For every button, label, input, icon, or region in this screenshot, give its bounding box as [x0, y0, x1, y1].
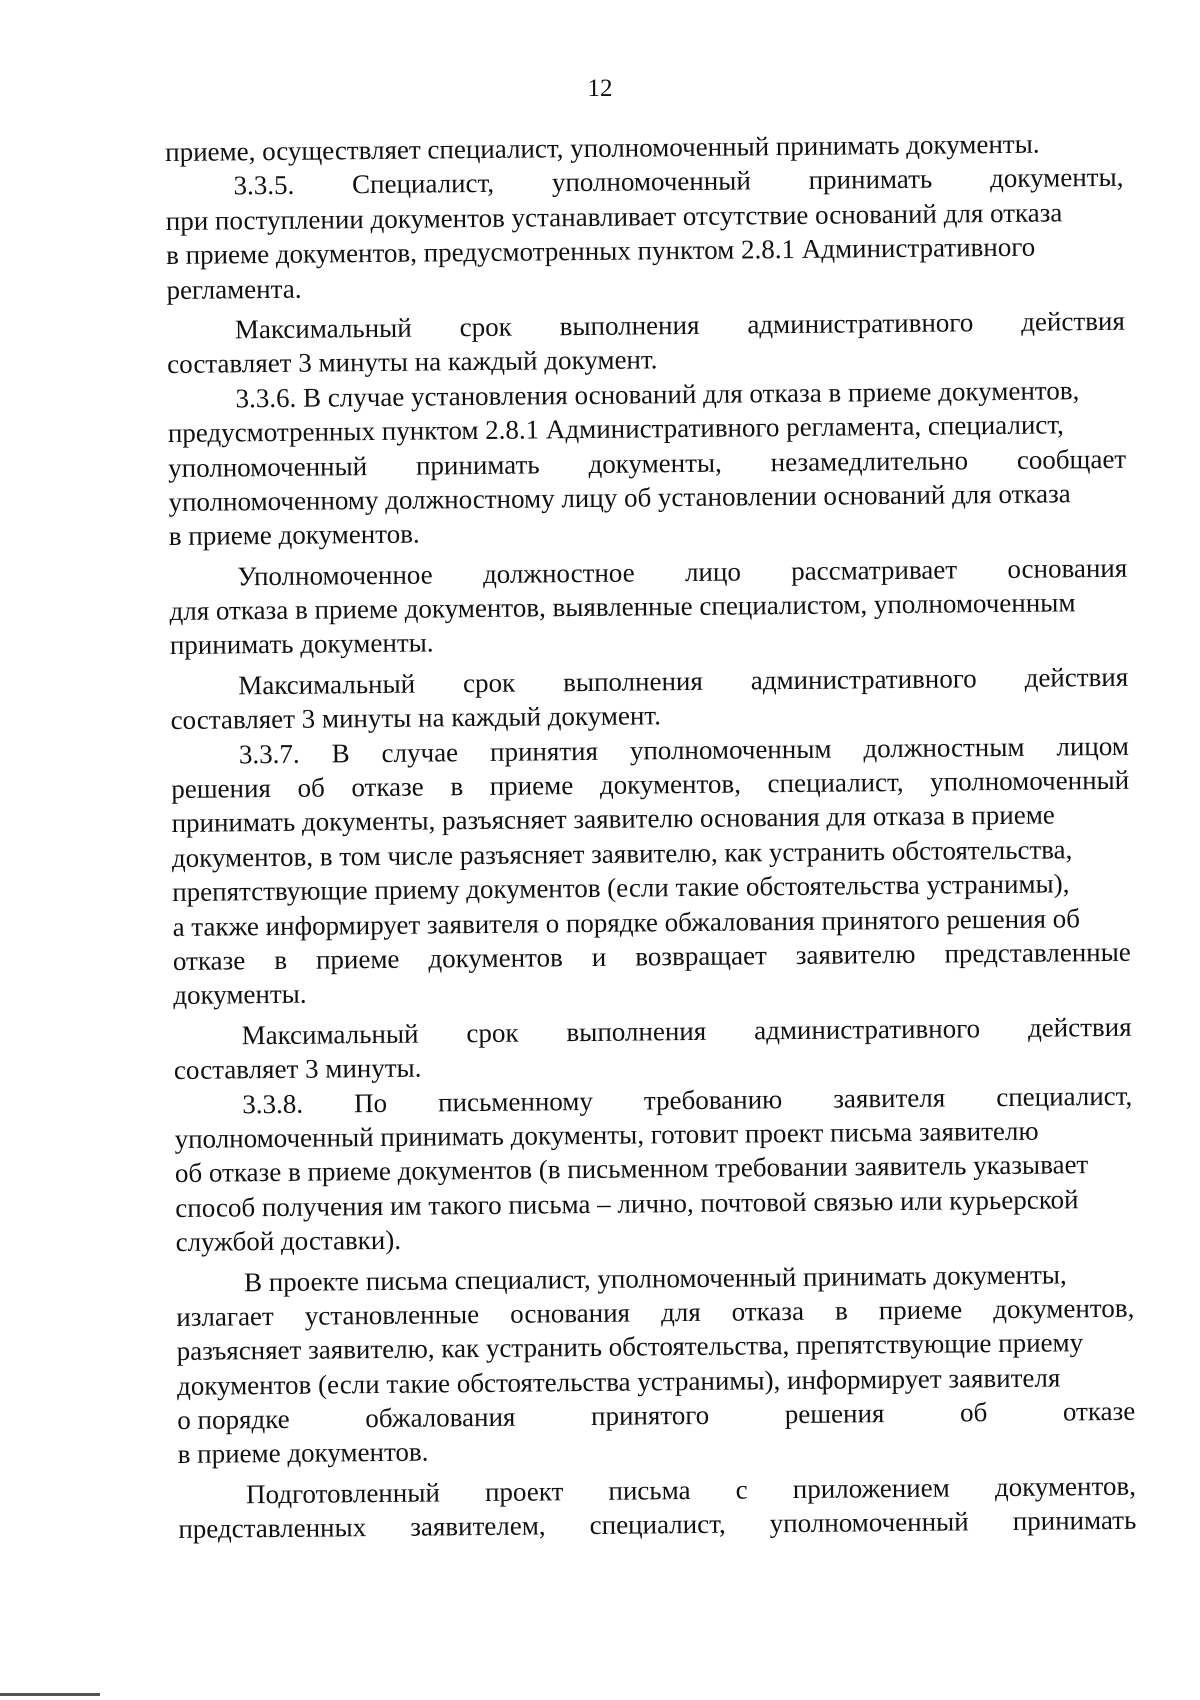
word: требованию	[643, 1083, 783, 1115]
text-line: приеме, осуществляет специалист, уполномоченный принимать документы.	[165, 128, 1040, 167]
word: документов,	[599, 768, 742, 800]
word: уполномоченный	[168, 450, 368, 483]
word: принятого	[590, 1399, 710, 1432]
word: об	[959, 1397, 988, 1428]
word: обжалования	[365, 1401, 516, 1434]
word: административного	[750, 663, 977, 696]
word: должностное	[482, 557, 635, 589]
word: специалист,	[589, 1508, 726, 1541]
text-line: составляет 3 минуты.	[173, 1052, 422, 1086]
word: документы,	[989, 162, 1124, 194]
text-line: составляет 3 минуты на каждый документ.	[170, 700, 662, 736]
word: документов,	[993, 1292, 1135, 1324]
text-line: в приеме документов.	[177, 1436, 429, 1470]
word: уполномоченный	[551, 165, 751, 198]
word: письма	[608, 1474, 691, 1506]
word: в	[834, 1295, 848, 1326]
word: срок	[462, 667, 516, 699]
word: лицо	[684, 556, 741, 587]
text-line: разъясняет заявителю, как устранить обстоятельства, препятствующие приему	[176, 1327, 1084, 1367]
word: административного	[747, 307, 974, 340]
page-number: 12	[587, 75, 613, 102]
word: о порядке	[177, 1403, 290, 1436]
word: основания	[1007, 552, 1128, 584]
word: основания	[510, 1297, 631, 1329]
word: документы,	[588, 447, 722, 479]
word: установленные	[304, 1298, 480, 1331]
word: сообщает	[1016, 443, 1127, 475]
text-line: в приеме документов.	[168, 518, 420, 552]
word: приеме	[315, 943, 400, 975]
word: излагает	[176, 1300, 274, 1332]
word: Максимальный	[238, 668, 416, 701]
word: возвращает	[635, 940, 767, 972]
word: приложением	[792, 1472, 950, 1504]
word: для	[660, 1296, 701, 1328]
word: решения	[171, 773, 271, 805]
word: отказе	[1062, 1395, 1136, 1427]
text-line: препятствующие приему документов (если такие обстоятельства устранимы),	[172, 868, 1070, 908]
word: 3.3.7.	[238, 738, 300, 769]
text-line: а также информирует заявителя о порядке обжалования принятого решения об	[172, 902, 1081, 942]
text-line: составляет 3 минуты на каждый документ.	[167, 344, 658, 380]
text-line: принимать документы, разъясняет заявителю основания для отказа в приеме	[171, 799, 1055, 839]
word: случае	[381, 736, 459, 768]
word: приеме	[878, 1294, 963, 1326]
word: выполнения	[562, 665, 703, 698]
word: Максимальный	[241, 1018, 419, 1051]
text-line: регламента.	[166, 273, 302, 305]
word: специалист,	[996, 1080, 1133, 1112]
word: специалист,	[767, 766, 904, 799]
word: действия	[1024, 661, 1129, 693]
word: срок	[466, 1017, 519, 1048]
word: Максимальный	[234, 312, 412, 345]
word: заявителем,	[410, 1510, 546, 1542]
word: принимать	[808, 164, 933, 196]
word: 3.3.5.	[233, 170, 295, 201]
word: действия	[1021, 305, 1125, 337]
text-line: В проекте письма специалист, уполномоченный принимать документы,	[243, 1258, 1067, 1297]
text-line: об отказе в приеме документов (в письменном требовании заявитель указывает	[174, 1149, 1089, 1189]
word: письменному	[437, 1085, 594, 1117]
text-line: для отказа в приеме документов, выявленные специалистом, уполномоченным	[169, 587, 1076, 627]
word: и	[591, 941, 607, 972]
word: отказа	[731, 1295, 805, 1327]
word: административного	[753, 1012, 981, 1046]
word: В	[331, 737, 350, 769]
text-line: предусмотренных пунктом 2.8.1 Административного регламента, специалист,	[167, 409, 1064, 449]
word: приеме	[489, 770, 574, 801]
word: срок	[459, 311, 512, 343]
word: незамедлительно	[770, 444, 969, 477]
word: представленные	[944, 936, 1131, 969]
word: 3.3.8.	[242, 1088, 304, 1119]
word: об	[297, 772, 325, 803]
word: в	[274, 944, 288, 975]
word: в	[450, 771, 464, 802]
word: уполномоченный	[930, 764, 1130, 797]
word: решения	[784, 1398, 885, 1430]
word: проект	[484, 1476, 564, 1507]
word: с	[735, 1474, 748, 1505]
document-body	[165, 126, 1137, 1547]
word: принятия	[489, 735, 599, 767]
text-line: в приеме документов, предусмотренных пунктом 2.8.1 Административного	[166, 231, 1036, 271]
word: Подготовленный	[245, 1477, 440, 1510]
text-line: при поступлении документов устанавливает отсутствие оснований для отказа	[165, 197, 1063, 236]
word: выполнения	[559, 309, 700, 342]
text-line: принимать документы.	[169, 627, 434, 661]
text-line: способ получения им такого письма – лично, почтовой связью или курьерской	[175, 1184, 1079, 1223]
word: документов	[428, 942, 563, 974]
word: представленных	[178, 1512, 367, 1545]
word: отказе	[351, 771, 424, 803]
word: заявителя	[833, 1082, 946, 1114]
word: лицом	[1056, 730, 1130, 762]
word: выполнения	[566, 1015, 707, 1047]
text-line: уполномоченный принимать документы, готовит проект письма заявителю	[174, 1115, 1039, 1154]
word: отказе	[172, 945, 246, 976]
word: действия	[1027, 1011, 1132, 1043]
word: принимать	[1012, 1504, 1137, 1537]
text-line: документов, в том числе разъясняет заявителю, как устранить обстоятельства,	[171, 834, 1073, 873]
word: уполномоченным	[629, 733, 832, 766]
text-line: документы.	[173, 979, 307, 1011]
word: документов,	[994, 1470, 1137, 1502]
word: должностным	[863, 731, 1025, 763]
scan-edge-mark	[0, 1693, 100, 1696]
text-line: уполномоченному должностному лицу об установлении оснований для отказа	[168, 478, 1071, 517]
word: заявителю	[795, 938, 916, 970]
word: принимать	[415, 448, 540, 481]
word: уполномоченный	[769, 1506, 969, 1539]
text-line: 3.3.6. В случае установления оснований для отказа в приеме документов,	[235, 374, 1080, 414]
word: По	[353, 1087, 388, 1118]
text-line: службой доставки).	[175, 1224, 402, 1258]
text-line: документов (если такие обстоятельства устранимы), информирует заявителя	[176, 1362, 1061, 1401]
word: рассматривает	[791, 554, 958, 586]
word: Специалист,	[351, 168, 495, 200]
word: Уполномоченное	[237, 559, 433, 592]
